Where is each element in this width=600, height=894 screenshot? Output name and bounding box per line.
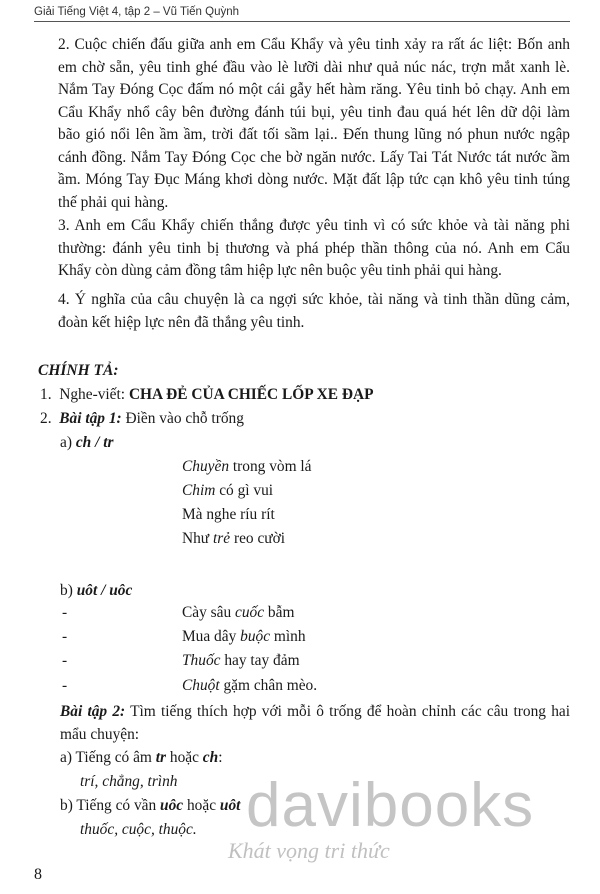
bt2-part-a: a) Tiếng có âm tr hoặc ch: xyxy=(60,749,223,766)
item-1-nghe-viet: 1. Nghe-viết: CHA ĐẺ CỦA CHIẾC LỐP XE ĐẠP xyxy=(40,386,374,403)
section-title-chinh-ta: CHÍNH TẢ: xyxy=(38,362,119,379)
running-header: Giải Tiếng Việt 4, tập 2 – Vũ Tiến Quỳnh xyxy=(34,6,570,22)
poem-b-line-1: Cày sâu cuốc bẫm xyxy=(182,604,295,621)
poem-a-line-4: Như trẻ reo cười xyxy=(182,530,286,547)
bt2-part-a-answer: trí, chẳng, trình xyxy=(80,773,178,790)
poem-b-line-3: Thuốc hay tay đảm xyxy=(182,652,300,669)
poem-b-line-4: Chuột gặm chân mèo. xyxy=(182,677,318,694)
paragraph-4: 4. Ý nghĩa của câu chuyện là ca ngợi sức khỏe, tài năng và tinh thần dũng cảm, đoàn kết hiệp lực nên đã thắng yêu tinh. xyxy=(58,291,570,331)
bt2-part-b: b) Tiếng có vần uôc hoặc uôt xyxy=(60,797,241,814)
poem-a-line-2: Chim có gì vui xyxy=(182,482,274,499)
part-b-heading: b) uôt / uôc xyxy=(60,582,133,599)
poem-b-dash-4: - xyxy=(62,677,68,694)
part-a-heading: a) ch / tr xyxy=(60,434,114,451)
poem-b-dash-3: - xyxy=(62,652,68,669)
paragraph-2: 2. Cuộc chiến đấu giữa anh em Cẩu Khẩy và yêu tinh xảy ra rất ác liệt: Bốn anh em chờ sẵn, yêu tinh ghé đầu vào lè lưỡi dài như quả núc nác, trợn mắt xanh lè. Nắm Tay Đóng Cọc đấm nó một cái gẫy hết hàm răng. Yêu tinh bỏ chạy. Anh em Cẩu Khẩy nhổ cây bên đường đánh túi bụi, yêu tinh đau quá hét lên dữ dội làm bão gió nổi lên ầm ầm, trời đất tối sầm lại.. Đến thung lũng nó phun nước ngập cánh đồng. Nắm Tay Đóng Cọc che bờ ngăn nước. Lấy Tai Tát Nước tát nước ầm ầm. Móng Tay Đục Máng khơi dòng nước. Mặt đất lập tức cạn khô yêu tinh túng thế phải qui hàng. xyxy=(58,36,570,211)
watermark-logo-text: davibooks xyxy=(246,771,535,840)
paragraph-3: 3. Anh em Cẩu Khẩy chiến thắng được yêu tinh vì có sức khỏe và tài năng phi thường: đánh yêu tinh bị thương và phá phép thần thông của nó. Anh em Cẩu Khẩy còn dùng cảm đồng tâm hiệp lực nên buộc yêu tinh phải qui hàng. xyxy=(58,217,570,279)
bai-tap-2: Bài tập 2: Tìm tiếng thích hợp với mỗi ô trống để hoàn chỉnh các câu trong hai mẩu chuyện: xyxy=(60,703,570,743)
poem-a-line-1: Chuyền trong vòm lá xyxy=(182,458,312,475)
poem-a-line-3: Mà nghe ríu rít xyxy=(182,506,275,523)
bt2-part-b-answer: thuốc, cuộc, thuộc. xyxy=(80,821,197,838)
poem-b-dash-1: - xyxy=(62,604,68,621)
poem-b-dash-2: - xyxy=(62,628,68,645)
page-number: 8 xyxy=(34,866,42,883)
item-2-bai-tap-1: 2. Bài tập 1: Điền vào chỗ trống xyxy=(40,410,244,427)
watermark-tagline: Khát vọng tri thức xyxy=(228,838,390,863)
poem-b-line-2: Mua dây buộc mình xyxy=(182,628,306,645)
